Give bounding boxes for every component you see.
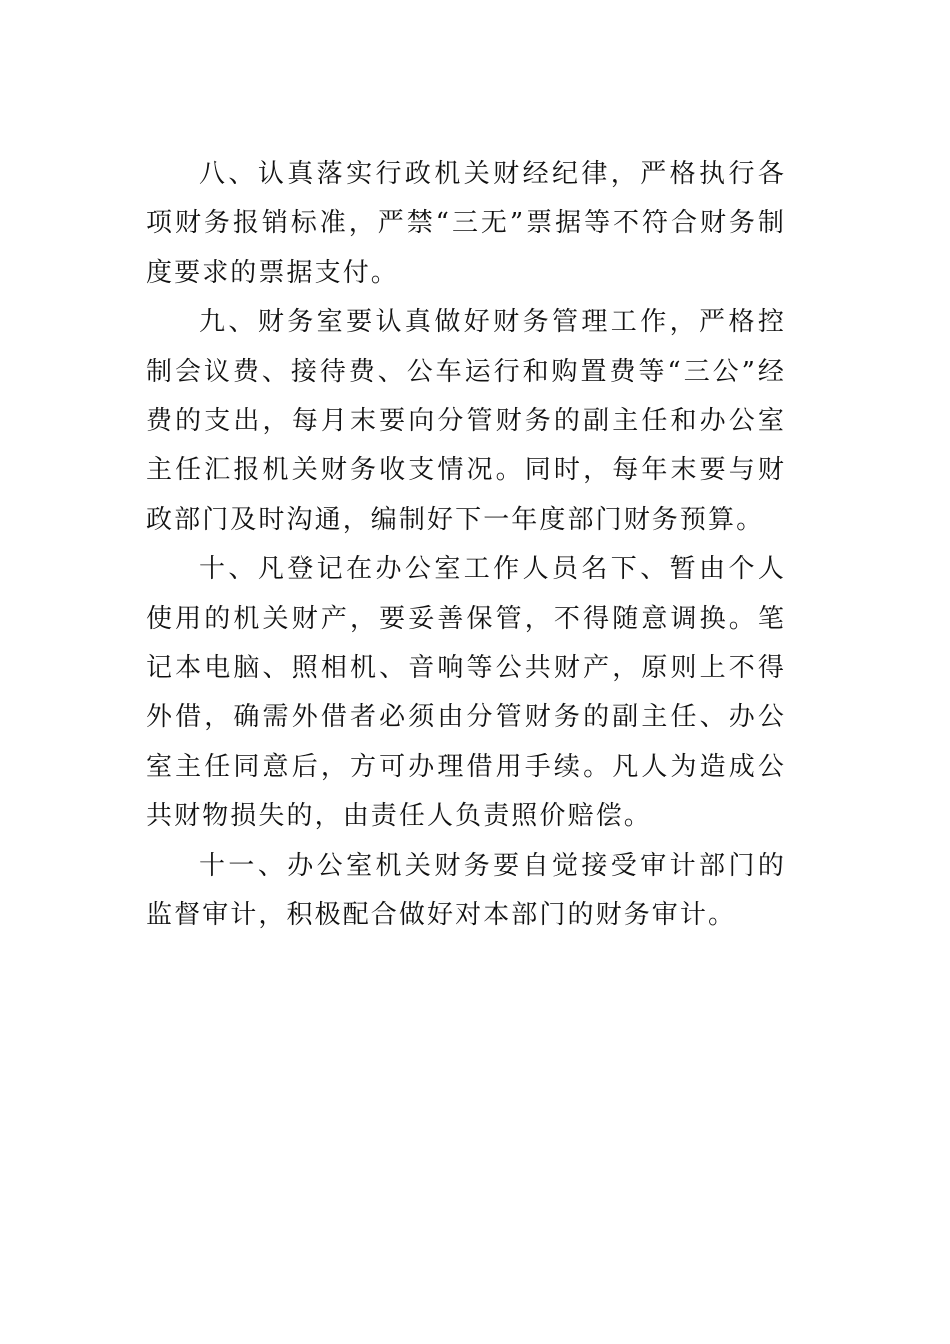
paragraph-9: 九、财务室要认真做好财务管理工作，严格控制会议费、接待费、公车运行和购置费等“三公”经费的支出，每月末要向分管财务的副主任和办公室主任汇报机关财务收支情况。同时，每年末要与财政部门及时沟通，编制好下一年度部门财务预算。 <box>146 307 786 535</box>
paragraph-10: 十、凡登记在办公室工作人员名下、暂由个人使用的机关财产，要妥善保管，不得随意调换。笔记本电脑、照相机、音响等公共财产，原则上不得外借，确需外借者必须由分管财务的副主任、办公室主任同意后，方可办理借用手续。凡人为造成公共财物损失的，由责任人负责照价赔偿。 <box>146 554 786 832</box>
paragraph-8: 八、认真落实行政机关财经纪律，严格执行各项财务报销标准，严禁“三无”票据等不符合财务制度要求的票据支付。 <box>146 159 786 288</box>
document-body <box>146 150 786 941</box>
paragraph-11: 十一、办公室机关财务要自觉接受审计部门的监督审计，积极配合做好对本部门的财务审计。 <box>146 850 786 931</box>
